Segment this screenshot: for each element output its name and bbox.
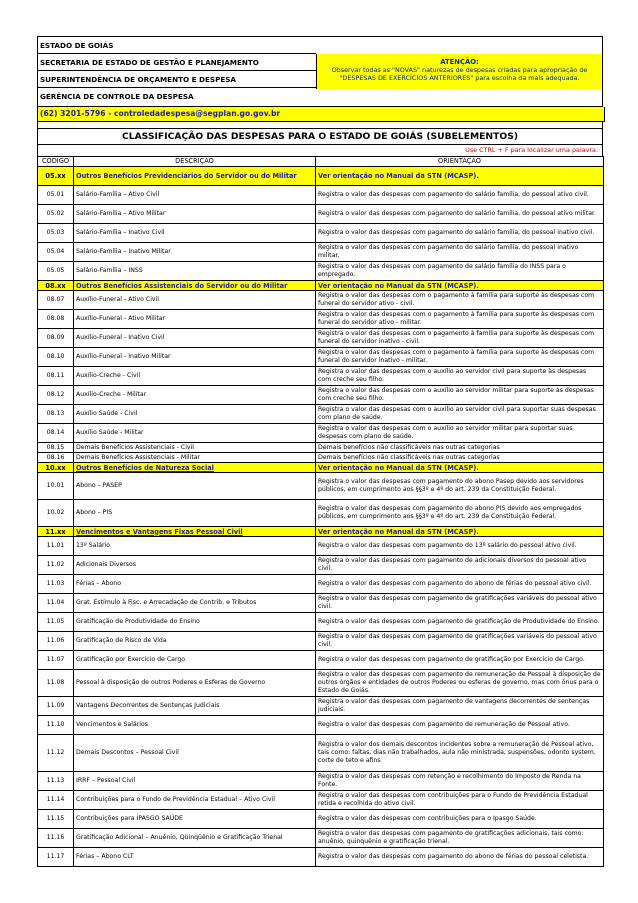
code-cell: 11.13	[38, 772, 74, 791]
code-cell: 11.17	[38, 848, 74, 867]
orientation-cell: Ver orientação no Manual da STN (MCASP).	[316, 463, 604, 473]
orientation-cell: Registra o valor dos demais descontos incidentes sobre a remuneração de Pessoal ativo, tais como: faltas, dias não trabalhados, aula não ministrada, suspensões, odonto system, corte de teto e afins	[316, 735, 604, 772]
orientation-cell: Registra o valor das despesas com pagamento do abono de férias do pessoal ativo civil.	[316, 575, 604, 594]
orientation-cell: Registra o valor das despesas com pagamento do salário família, do pessoal ativo militar.	[316, 205, 604, 224]
table-row	[38, 716, 604, 735]
code-cell: 11.01	[38, 537, 74, 556]
description-cell: Grat. Estímulo à Fisc. e Arrecadação de Contrib. e Tributos	[74, 594, 316, 613]
table-row	[38, 594, 604, 613]
orientation-cell: Registra o valor das despesas com pagamento de remuneração de Pessoal ativo.	[316, 716, 604, 735]
code-cell: 11.08	[38, 670, 74, 697]
orientation-cell: Registra o valor das despesas com contribuições para o Ipasgo Saúde.	[316, 810, 604, 829]
code-cell: 05.02	[38, 205, 74, 224]
table-row	[38, 205, 604, 224]
code-cell: 05.04	[38, 243, 74, 262]
code-cell: 10.xx	[38, 463, 74, 473]
description-cell: Salário-Família – Inativo Civil	[74, 224, 316, 243]
description-cell: Outros Benefícios Previdenciários do Servidor ou do Militar	[74, 167, 316, 186]
orientation-cell: Registra o valor das despesas com pagamento do salário família, do pessoal inativo civil.	[316, 224, 604, 243]
orientation-cell: Registra o valor das despesas com pagamento do salário família, do pessoal ativo civil.	[316, 186, 604, 205]
table-row	[38, 329, 604, 348]
code-cell: 08.14	[38, 424, 74, 443]
code-cell: 08.16	[38, 453, 74, 463]
orientation-cell: Registra o valor das despesas com pagamento do abono PIS devido aos empregados públicos, em cumprimento aos §§3º e 4º do art. 239 da Constituição Federal.	[316, 500, 604, 527]
table-row	[38, 556, 604, 575]
code-cell: 11.10	[38, 716, 74, 735]
description-cell: Abono – PIS	[74, 500, 316, 527]
description-cell: Gratificação de Produtividade do Ensino	[74, 613, 316, 632]
header-line-superintendency: SUPERINTENDÊNCIA DE ORÇAMENTO E DESPESA	[38, 71, 316, 88]
table-row	[38, 848, 604, 867]
code-cell: 11.02	[38, 556, 74, 575]
orientation-cell: Registra o valor das despesas com o pagamento à família para suporte às despesas com funeral do servidor inativo - civil.	[316, 329, 604, 348]
code-cell: 08.07	[38, 291, 74, 310]
description-cell: IRRF – Pessoal Civil	[74, 772, 316, 791]
code-cell: 11.03	[38, 575, 74, 594]
orientation-cell: Ver orientação no Manual da STN (MCASP).	[316, 281, 604, 291]
table-row	[38, 829, 604, 848]
code-cell: 05.05	[38, 262, 74, 281]
header-line-management: GERÊNCIA DE CONTROLE DA DESPESA	[40, 92, 194, 101]
group-row	[38, 527, 604, 537]
table-row	[38, 473, 604, 500]
orientation-cell: Registra o valor das despesas com pagamento do abono de férias do pessoal celetista.	[316, 848, 604, 867]
orientation-cell: Ver orientação no Manual da STN (MCASP).	[316, 527, 604, 537]
table-row	[38, 500, 604, 527]
document-page	[37, 36, 603, 867]
description-cell: 13º Salário	[74, 537, 316, 556]
table-row	[38, 791, 604, 810]
description-cell: Gratificação por Exercício de Cargo	[74, 651, 316, 670]
table-body	[38, 167, 604, 867]
table-row	[38, 367, 604, 386]
code-cell: 08.xx	[38, 281, 74, 291]
table-row	[38, 443, 604, 453]
code-cell: 08.08	[38, 310, 74, 329]
code-cell: 08.12	[38, 386, 74, 405]
orientation-cell: Ver orientação no Manual da STN (MCASP).	[316, 167, 604, 186]
code-cell: 11.04	[38, 594, 74, 613]
orientation-cell: Registra o valor das despesas com pagamento de gratificações adicionais, tais como: anuênio, quinquênio e gratificação trienal.	[316, 829, 604, 848]
table-row	[38, 575, 604, 594]
code-cell: 10.01	[38, 473, 74, 500]
table-row	[38, 386, 604, 405]
orientation-cell: Registra o valor das despesas com o pagamento à família para suporte às despesas com funeral do servidor inativo - militar.	[316, 348, 604, 367]
description-cell: Pessoal à disposição de outros Poderes e Esferas de Governo	[74, 670, 316, 697]
table-row	[38, 772, 604, 791]
table-row	[38, 670, 604, 697]
table-row	[38, 348, 604, 367]
orientation-cell: Registra o valor das despesas com pagamento de gratificações variáveis do pessoal ativo civil.	[316, 632, 604, 651]
description-cell: Vencimentos e Salários	[74, 716, 316, 735]
description-cell: Vencimentos e Vantagens Fixas Pessoal Civil	[74, 527, 316, 537]
description-cell: Férias – Abono	[74, 575, 316, 594]
table-row	[38, 632, 604, 651]
orientation-cell: Demais benefícios não classificáveis nas outras categorias	[316, 453, 604, 463]
code-cell: 11.14	[38, 791, 74, 810]
description-cell: Auxílio Saúde - Civil	[74, 405, 316, 424]
attention-box	[316, 54, 602, 89]
description-cell: Auxílio-Funeral - Inativo Civil	[74, 329, 316, 348]
table-row	[38, 697, 604, 716]
orientation-cell: Registra o valor das despesas com pagamento do salário família, do pessoal inativo militar.	[316, 243, 604, 262]
code-cell: 11.09	[38, 697, 74, 716]
table-row	[38, 735, 604, 772]
attention-title: ATENÇÃO:	[440, 58, 479, 66]
description-cell: Auxílio-Funeral - Inativo Militar	[74, 348, 316, 367]
description-cell: Auxílio-Funeral - Ativo Militar	[74, 310, 316, 329]
orientation-cell: Registra o valor das despesas com o auxílio ao servidor civil para suportar suas despesas com plano de saúde.	[316, 405, 604, 424]
description-cell: Demais Benefícios Assistenciais - Civil	[74, 443, 316, 453]
table-row	[38, 613, 604, 632]
code-cell: 08.11	[38, 367, 74, 386]
description-cell: Auxílio-Creche - Civil	[74, 367, 316, 386]
orientation-cell: Registra o valor das despesas com pagamento de adicionais diversos do pessoal ativo civil.	[316, 556, 604, 575]
orientation-cell: Registra o valor das despesas com pagamento de remuneração de Pessoal à disposição de outros órgãos e entidades de outros Poderes ou esferas de governo, mas com ônus para o Estado de Goiás.	[316, 670, 604, 697]
orientation-cell: Registra o valor das despesas com o auxílio ao servidor militar para suporte às despesas com creche seu filho.	[316, 386, 604, 405]
orientation-cell: Registra o valor das despesas com pagamento de gratificação por Exercício de Cargo.	[316, 651, 604, 670]
orientation-cell: Registra o valor das despesas com pagamento do 13º salário do pessoal ativo civil.	[316, 537, 604, 556]
description-cell: Gratificação Adicional – Anuênio, Qüinqüênio e Gratificação Trienal	[74, 829, 316, 848]
code-cell: 08.09	[38, 329, 74, 348]
column-header-code: CÓDIGO	[38, 157, 74, 167]
search-hint: Use CTRL + F para localizar uma palavra.	[37, 145, 603, 156]
description-cell: Salário-Família – Ativo Civil	[74, 186, 316, 205]
description-cell: Contribuições para IPASGO SAÚDE	[74, 810, 316, 829]
group-row	[38, 463, 604, 473]
header-lines	[38, 37, 316, 105]
table-row	[38, 810, 604, 829]
column-header-description: DESCRIÇÃO	[74, 157, 316, 167]
header-line-secretariat: SECRETARIA DE ESTADO DE GESTÃO E PLANEJAMENTO	[38, 54, 316, 71]
table-row	[38, 651, 604, 670]
description-cell: Outros Benefícios de Natureza Social	[74, 463, 316, 473]
table-row	[38, 224, 604, 243]
table-row	[38, 424, 604, 443]
code-cell: 08.10	[38, 348, 74, 367]
description-cell: Outros Benefícios Assistenciais do Servidor ou do Militar	[74, 281, 316, 291]
column-header-orientation: ORIENTAÇÃO	[316, 157, 604, 167]
description-cell: Gratificação de Risco de Vida	[74, 632, 316, 651]
code-cell: 11.16	[38, 829, 74, 848]
description-cell: Adicionais Diversos	[74, 556, 316, 575]
code-cell: 08.13	[38, 405, 74, 424]
orientation-cell: Demais benefícios não classificáveis nas outras categorias	[316, 443, 604, 453]
orientation-cell: Registra o valor das despesas com contribuições para o Fundo de Previdência Estadual retida e recolhida do ativo civil.	[316, 791, 604, 810]
group-row	[38, 167, 604, 186]
table-row	[38, 310, 604, 329]
table-row	[38, 537, 604, 556]
code-cell: 05.xx	[38, 167, 74, 186]
table-row	[38, 405, 604, 424]
orientation-cell: Registra o valor das despesas com pagamento de salário família do INSS para o empregado.	[316, 262, 604, 281]
description-cell: Demais Benefícios Assistenciais - Militar	[74, 453, 316, 463]
orientation-cell: Registra o valor das despesas com retenção e recolhimento do Imposto de Renda na Fonte.	[316, 772, 604, 791]
code-cell: 11.06	[38, 632, 74, 651]
orientation-cell: Registra o valor das despesas com o pagamento à família para suporte às despesas com funeral do servidor ativo - civil.	[316, 291, 604, 310]
code-cell: 11.05	[38, 613, 74, 632]
description-cell: Auxílio-Creche - Militar	[74, 386, 316, 405]
orientation-cell: Registra o valor das despesas com o auxílio ao servidor civil para suporte às despesas com creche seu filho.	[316, 367, 604, 386]
description-cell: Demais Descontos – Pessoal Civil	[74, 735, 316, 772]
description-cell: Férias – Abono CLT	[74, 848, 316, 867]
classification-table	[37, 156, 604, 867]
code-cell: 05.01	[38, 186, 74, 205]
orientation-cell: Registra o valor das despesas com o pagamento à família para suporte às despesas com funeral do servidor ativo - militar.	[316, 310, 604, 329]
table-row	[38, 186, 604, 205]
orientation-cell: Registra o valor das despesas com o auxílio ao servidor militar para suportar suas despesas com plano de saúde.	[316, 424, 604, 443]
orientation-cell: Registra o valor das despesas com pagamento de gratificação de Produtividade do Ensino.	[316, 613, 604, 632]
description-cell: Auxílio Saúde - Militar	[74, 424, 316, 443]
description-cell: Contribuições para o Fundo de Previdência Estadual – Ativo Civil	[74, 791, 316, 810]
code-cell: 11.xx	[38, 527, 74, 537]
header-line-state: ESTADO DE GOIÁS	[38, 37, 316, 54]
code-cell: 08.15	[38, 443, 74, 453]
contact-line: (62) 3201-5796 - controledadespesa@segplan.go.gov.br	[37, 107, 605, 122]
description-cell: Salário-Família – Ativo Militar	[74, 205, 316, 224]
attention-text: Observar todas as "NOVAS" naturezas de despesas criadas para apropriação de "DESPESAS DE EXERCÍCIOS ANTERIORES" para escolha da mais adequada.	[331, 66, 588, 82]
description-cell: Abono – PASEP	[74, 473, 316, 500]
description-cell: Vantagens Decorrentes de Sentenças Judiciais	[74, 697, 316, 716]
header-box	[37, 36, 603, 107]
table-row	[38, 262, 604, 281]
code-cell: 05.03	[38, 224, 74, 243]
group-row	[38, 281, 604, 291]
code-cell: 10.02	[38, 500, 74, 527]
table-row	[38, 453, 604, 463]
code-cell: 11.12	[38, 735, 74, 772]
description-cell: Auxílio-Funeral - Ativo Civil	[74, 291, 316, 310]
description-cell: Salário-Família – INSS	[74, 262, 316, 281]
page-title: CLASSIFICAÇÃO DAS DESPESAS PARA O ESTADO DE GOIÁS (SUBELEMENTOS)	[37, 128, 603, 145]
code-cell: 11.15	[38, 810, 74, 829]
table-row	[38, 291, 604, 310]
table-header-row	[38, 157, 604, 167]
orientation-cell: Registra o valor das despesas com pagamento de gratificações variáveis do pessoal ativo civil.	[316, 594, 604, 613]
table-row	[38, 243, 604, 262]
orientation-cell: Registra o valor das despesas com pagamento de vantagens decorrentes de sentenças judiciais.	[316, 697, 604, 716]
description-cell: Salário-Família – Inativo Militar	[74, 243, 316, 262]
code-cell: 11.07	[38, 651, 74, 670]
orientation-cell: Registra o valor das despesas com pagamento do abono Pasep devido aos servidores públicos, em cumprimento aos §§3º e 4º do art. 239 da Constituição Federal.	[316, 473, 604, 500]
